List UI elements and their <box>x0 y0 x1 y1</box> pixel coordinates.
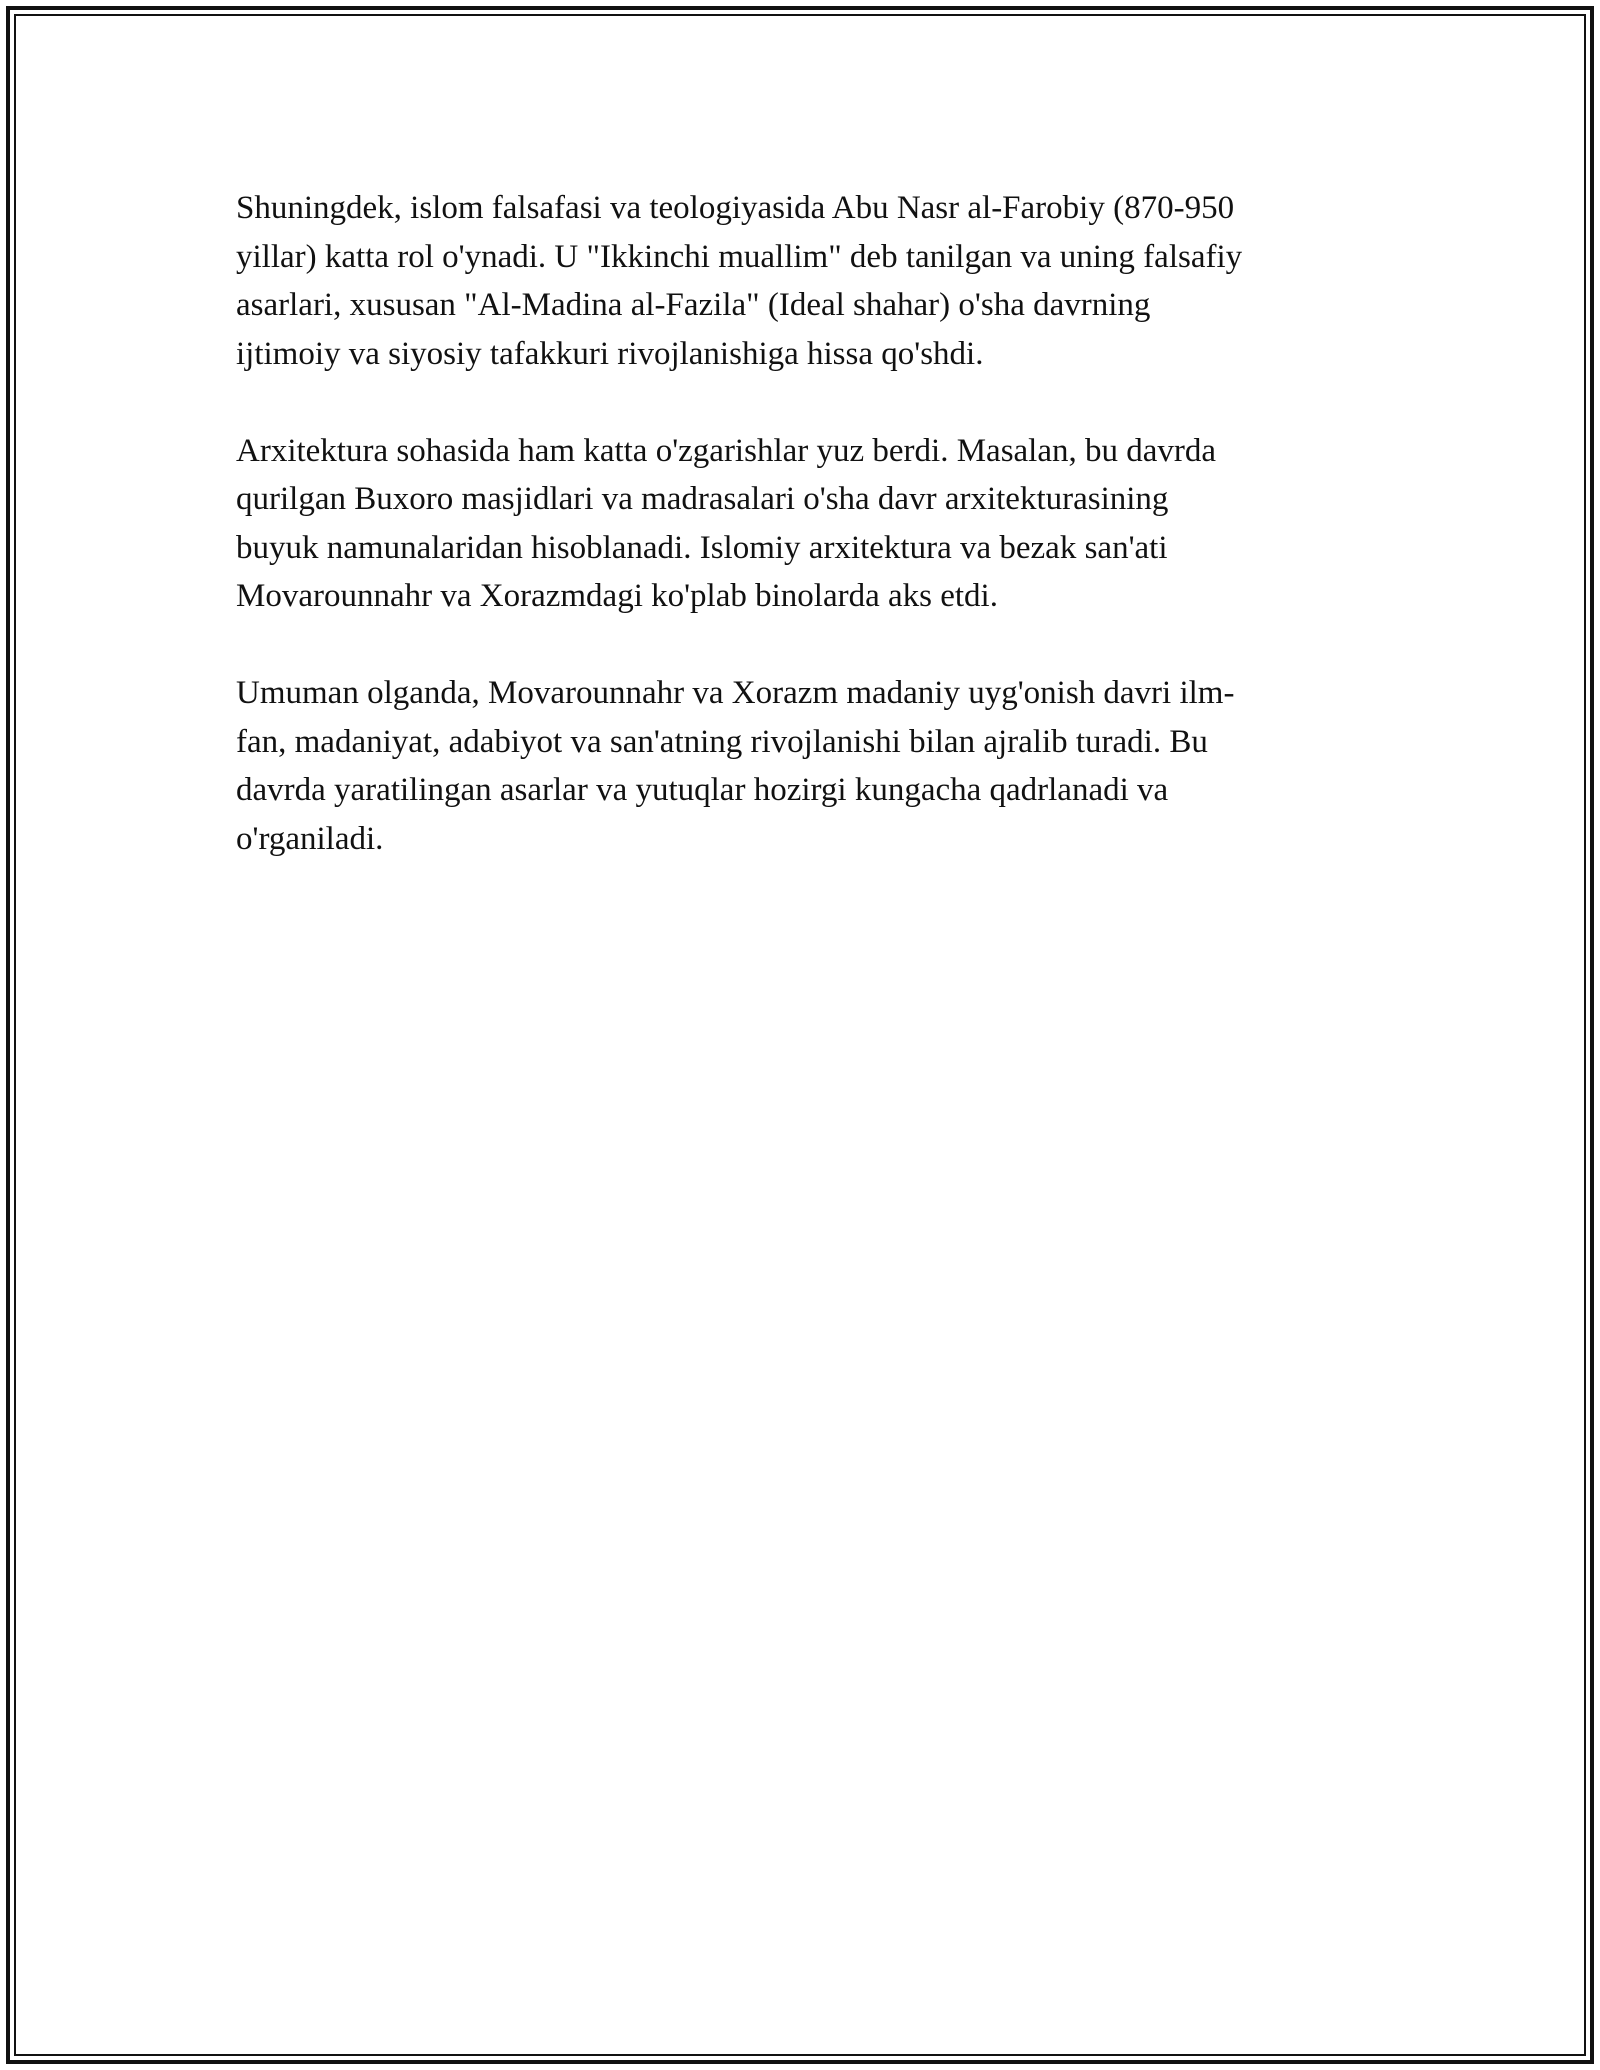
paragraph-conclusion: Umuman olganda, Movarounnahr va Xorazm madaniy uyg'onish davri ilm- fan, madaniyat, adabiyot va san'atning rivojlanishi bilan ajralib turadi. Bu davrda yaratilingan asarlar va yutuqlar hozirgi kungacha qadrlanadi va o'rganiladi. <box>236 675 1235 857</box>
paragraph-architecture: Arxitektura sohasida ham katta o'zgarishlar yuz berdi. Masalan, bu davrda qurilgan Buxoro masjidlari va madrasalari o'sha davr arxitekturasining buyuk namunalaridan hisoblanadi. Islomiy arxitektura va bezak san'ati Movarounnahr va Xorazmdagi ko'plab binolarda aks etdi. <box>236 432 1217 614</box>
paragraph-farobiy: Shuningdek, islom falsafasi va teologiyasida Abu Nasr al-Farobiy (870-950 yillar) katta rol o'ynadi. U "Ikkinchi muallim" deb tanilgan va uning falsafiy asarlari, xususan "Al-Madina al-Fazila" (Ideal shahar) o'sha davrning ijtimoiy va siyosiy tafakkuri rivojlanishiga hissa qo'shdi. <box>236 190 1243 372</box>
document-body <box>236 184 1366 912</box>
